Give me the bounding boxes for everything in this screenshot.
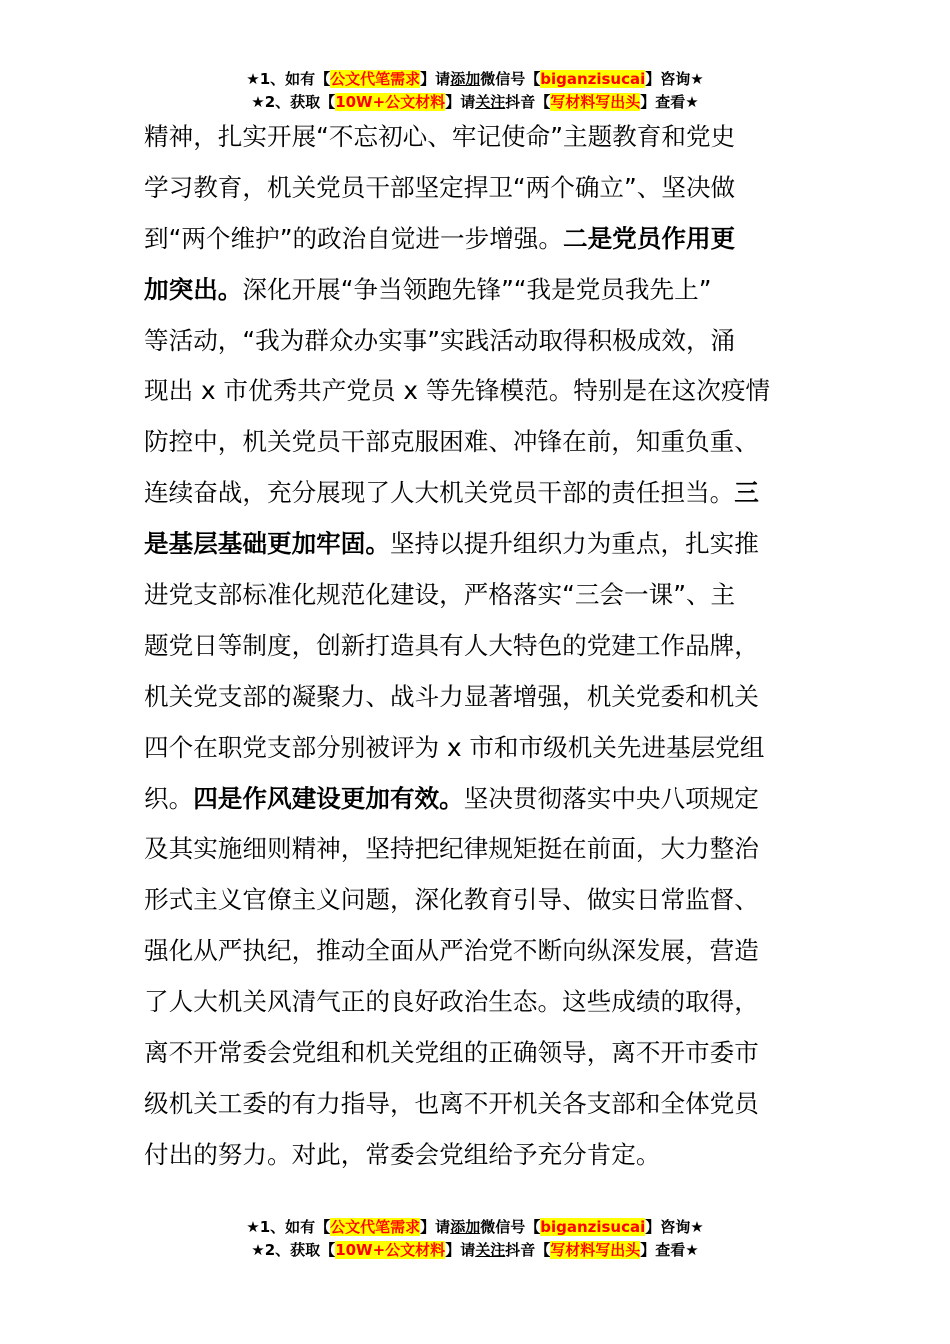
banner-line-1 <box>0 68 950 91</box>
document-body <box>144 112 784 1181</box>
highlight-text: 写材料写出头 <box>550 1241 641 1259</box>
bold-heading: 二是党员作用更 <box>562 223 736 253</box>
text-line: 学习教育，机关党员干部坚定捍卫“两个确立”、坚决做 <box>144 172 736 202</box>
banner-text: 】请 <box>420 1218 451 1236</box>
banner-text: 】请 <box>445 93 476 111</box>
banner-text: 抖音【 <box>505 93 551 111</box>
bold-heading: 加突出。 <box>144 274 243 304</box>
highlight-text: 公文代笔需求 <box>330 70 421 88</box>
text-line: 付出的努力。对此，常委会党组给予充分肯定。 <box>144 1139 661 1169</box>
underlined-text: 关注 <box>475 1241 506 1259</box>
text-line <box>144 774 784 825</box>
highlight-text: 写材料写出头 <box>550 93 641 111</box>
text-line: 级机关工委的有力指导，也离不开机关各支部和全体党员 <box>144 1088 759 1118</box>
text-line <box>144 214 784 265</box>
banner-text: 】查看★ <box>640 1241 699 1259</box>
bold-heading: 是基层基础更加牢固。 <box>144 529 390 559</box>
banner-text: ★2、获取【 <box>251 93 336 111</box>
text-line: 题党日等制度，创新打造具有人大特色的党建工作品牌， <box>144 630 759 660</box>
highlight-text: biganzisucai <box>540 1218 646 1236</box>
banner-text: 】咨询★ <box>645 70 704 88</box>
banner-text: 】请 <box>445 1241 476 1259</box>
bold-heading: 四是作风建设更加有效。 <box>193 783 464 813</box>
footer-banner <box>0 1216 950 1262</box>
banner-text: 微信号【 <box>480 1218 541 1236</box>
highlight-text: biganzisucai <box>540 70 646 88</box>
banner-text: ★1、如有【 <box>246 70 331 88</box>
underlined-text: 添加 <box>450 1218 481 1236</box>
banner-text: 】咨询★ <box>645 1218 704 1236</box>
banner-text: 抖音【 <box>505 1241 551 1259</box>
highlight-text: 10W+公文材料 <box>335 93 446 111</box>
text-line <box>144 519 784 570</box>
text-line: 现出 x 市优秀共产党员 x 等先锋模范。特别是在这次疫情 <box>144 376 771 406</box>
text-line: 及其实施细则精神，坚持把纪律规矩挺在前面，大力整治 <box>144 834 759 864</box>
bold-heading: 三 <box>734 478 759 508</box>
highlight-text: 公文代笔需求 <box>330 1218 421 1236</box>
text-line: 机关党支部的凝聚力、战斗力显著增强，机关党委和机关 <box>144 681 759 711</box>
text-run: 连续奋战，充分展现了人大机关党员干部的责任担当。 <box>144 478 735 508</box>
text-line: 离不开常委会党组和机关党组的正确领导，离不开市委市 <box>144 1038 759 1068</box>
text-line: 强化从严执纪，推动全面从严治党不断向纵深发展，营造 <box>144 936 759 966</box>
header-banner <box>0 68 950 114</box>
banner-line-2 <box>0 1239 950 1262</box>
banner-text: ★2、获取【 <box>251 1241 336 1259</box>
text-line: 精神，扎实开展“不忘初心、牢记使命”主题教育和党史 <box>144 122 736 151</box>
text-line: 形式主义官僚主义问题，深化教育引导、做实日常监督、 <box>144 885 759 915</box>
text-line: 等活动，“我为群众办实事”实践活动取得积极成效，涌 <box>144 325 736 355</box>
banner-line-2 <box>0 91 950 114</box>
text-run: 坚决贯彻落实中央八项规定 <box>463 783 759 813</box>
text-run: 织。 <box>144 783 194 813</box>
text-line: 防控中，机关党员干部克服困难、冲锋在前，知重负重、 <box>144 427 759 457</box>
underlined-text: 添加 <box>450 70 481 88</box>
text-line: 进党支部标准化规范化建设，严格落实“三会一课”、主 <box>144 580 736 610</box>
banner-text: 微信号【 <box>480 70 541 88</box>
banner-text: 】请 <box>420 70 451 88</box>
banner-line-1 <box>0 1216 950 1239</box>
text-line: 了人大机关风清气正的良好政治生态。这些成绩的取得， <box>144 987 759 1017</box>
text-line <box>144 265 784 316</box>
text-run: 深化开展“争当领跑先锋”“我是党员我先上” <box>242 274 712 304</box>
underlined-text: 关注 <box>475 93 506 111</box>
text-line: 四个在职党支部分别被评为 x 市和市级机关先进基层党组 <box>144 732 765 762</box>
text-run: 坚持以提升组织力为重点，扎实推 <box>389 529 759 559</box>
text-line <box>144 468 784 519</box>
highlight-text: 10W+公文材料 <box>335 1241 446 1259</box>
banner-text: ★1、如有【 <box>246 1218 331 1236</box>
text-run: 到“两个维护”的政治自觉进一步增强。 <box>144 223 563 253</box>
banner-text: 】查看★ <box>640 93 699 111</box>
